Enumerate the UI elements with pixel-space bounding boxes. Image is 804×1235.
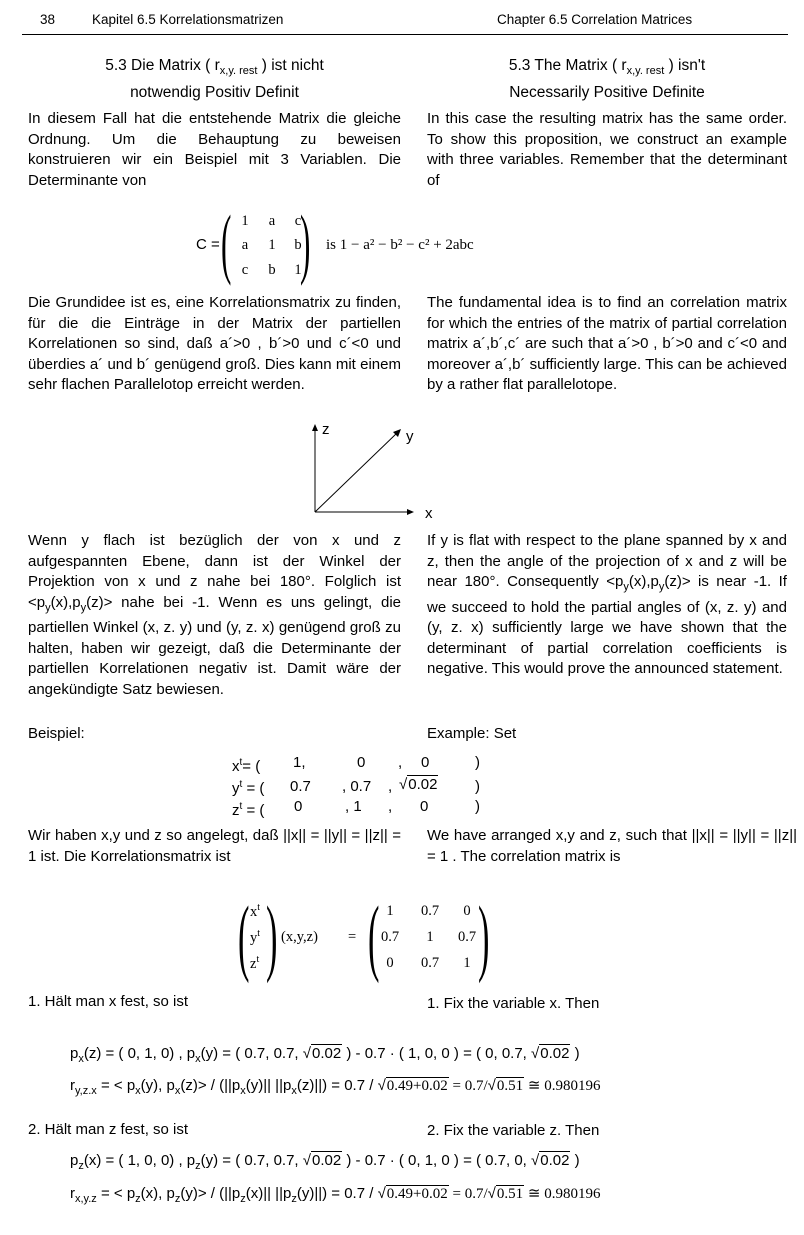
matrix-c-cell: b	[294, 237, 302, 253]
de-arranged-paragraph: Wir haben x,y und z so angelegt, daß ||x|| = ||y|| = ||z|| = 1 ist. Die Korrelationsmatrix ist	[28, 827, 401, 865]
vector-x-row: $x^t=$ (	[232, 757, 261, 775]
vector-z-val: 0	[294, 798, 303, 815]
page-number: 38	[40, 12, 56, 27]
corr-equals: =	[348, 929, 357, 945]
vector-y-val: ,	[388, 778, 393, 795]
axis-y-label: y	[406, 428, 414, 445]
matrix-c-cell: 1	[268, 237, 276, 253]
matrix-c-cell: c	[241, 262, 249, 278]
en-arranged-paragraph: We have arranged x,y and z, such that ||x|| = ||y|| = ||z|| = 1 . The correlation matrix is	[427, 827, 797, 865]
corr-cell: 1	[426, 929, 434, 945]
matrix-c-label: C =	[196, 236, 220, 253]
vector-z-row: $z^t$ = (	[232, 801, 265, 819]
header-rule	[22, 34, 788, 35]
formula-rxyz: $r_{x,y.z}$ = < $p_z(x)$, $p_z(y)> / (||p_z(x)||$ $||p_z(y)||) = 0.7 / √0.49+0.02 = 0.7/√0.51$ ≅ 0.980196	[70, 1185, 601, 1205]
corr-cell: 1	[463, 955, 471, 971]
corr-cell: 0.7	[420, 903, 440, 919]
corr-cell: 0	[386, 955, 394, 971]
axis-z-label: z	[322, 421, 330, 438]
vector-x-val: 0	[421, 754, 430, 771]
y-vector-line	[315, 432, 398, 512]
vector-y-val: , 0.7	[342, 778, 372, 795]
vector-x-val: ,	[398, 754, 403, 771]
corr-left-row: $y^t$	[250, 928, 261, 946]
z-axis-arrow	[312, 424, 318, 431]
corr-right-paren-close: )	[478, 888, 490, 984]
formula-ryzx: $r_{y,z.x}$ = < $p_x(y)$, $p_x(z)> / (||p_x(y)||$ $||p_x(z)||) = 0.7 / √0.49+0.02 = 0.7/√0.51$ ≅ 0.980196	[70, 1077, 601, 1097]
de-section-title: 5.3 Die Matrix ( $r_{x,y. rest}$ ) ist nicht notwendig Positiv Definit	[105, 57, 324, 102]
en-section-title: 5.3 The Matrix ( $r_{x,y. rest}$ ) isn't Necessarily Positive Definite	[508, 57, 706, 102]
matrix-c-right-paren: )	[300, 199, 311, 286]
matrix-c-left-paren: (	[221, 199, 232, 286]
corr-middle: (x,y,z)	[281, 929, 318, 945]
de-fix-z-label: 2. Hält man z fest, so ist	[28, 1121, 189, 1138]
de-example-label: Beispiel:	[28, 725, 85, 742]
vector-close-paren: )	[475, 798, 480, 815]
en-flat-paragraph: If y is flat with respect to the plane spanned by x and z, then the angle of the projection of x and z will be near 180°. Consequently $<p_y(x),p_y(z)>$ is near -1. If we succeed to hold the partial angles of (x, z. y) and (y, z. x) sufficiently large we have shown that the determinant of partial correlation coefficients is negative. This would prove the announced statement.	[427, 532, 787, 677]
en-intro-paragraph: In this case the resulting matrix has the same order. To show this proposition, we construct an example with three variables. Remember that the determinant of	[427, 110, 787, 189]
formula-px: $p_x(z)$ = ( 0, 1, 0) , $p_x(y)$ = ( 0.7, 0.7, √0.02 ) - 0.7 · ( 1, 0, 0 ) = ( 0, 0.7, √0.02 )	[70, 1045, 580, 1065]
vector-close-paren: )	[475, 754, 480, 771]
de-idea-paragraph: Die Grundidee ist es, eine Korrelationsmatrix zu finden, für die die Einträge in der Matrix der partiellen Korrelationen so sind, daß a´>0 , b´>0 und c´<0 und überdies a´ und b´ genügend groß. Dies kann mit einem sehr flachen Parallelotop erreicht werden.	[28, 294, 401, 393]
header-left-title: Kapitel 6.5 Korrelationsmatrizen	[92, 12, 284, 27]
vector-y-val: 0.7	[290, 778, 311, 795]
vector-x-val: 0	[357, 754, 366, 771]
en-fix-z-label: 2. Fix the variable z. Then	[427, 1122, 600, 1139]
vector-z-val: ,	[388, 798, 393, 815]
corr-right-paren-open: (	[368, 888, 380, 984]
matrix-c-cell: b	[268, 262, 276, 278]
matrix-c-cell: 1	[241, 213, 249, 229]
x-axis-arrow	[407, 509, 414, 515]
determinant-formula: is 1 − a² − b² − c² + 2abc	[326, 237, 474, 253]
en-example-label: Example: Set	[427, 725, 517, 742]
corr-cell: 0	[463, 903, 471, 919]
de-fix-x-label: 1. Hält man x fest, so ist	[28, 993, 189, 1010]
vector-x-val: 1,	[293, 754, 306, 771]
vector-z-val: , 1	[345, 798, 362, 815]
matrix-c-cell: c	[294, 213, 302, 229]
corr-left-row: $x^t$	[250, 902, 261, 920]
de-intro-paragraph: In diesem Fall hat die entstehende Matrix die gleiche Ordnung. Um die Behauptung zu beweisen konstruieren wir ein Beispiel mit 3 Variablen. Die Determinante von	[28, 110, 401, 189]
corr-cell: 0.7	[380, 929, 400, 945]
corr-cell: 1	[386, 903, 394, 919]
vector-z-val: 0	[420, 798, 429, 815]
vector-y-sqrt: √0.02	[399, 776, 438, 793]
matrix-c-cell: a	[241, 237, 249, 253]
de-flat-paragraph: Wenn y flach ist bezüglich der von x und z aufgespannten Ebene, dann ist der Winkel der Projektion von x und z nahe bei 180°. Folglich ist $<p_y(x),p_y(z)>$ nahe bei -1. Wenn es uns gelingt, die partiellen Winkel (x, z. y) und (y, z. x) genügend groß zu halten, haben wir gezeigt, daß die Determinante der partiellen Korrelationen negativ ist. Damit wäre der angekündigte Satz bewiesen.	[28, 532, 401, 698]
en-fix-x-label: 1. Fix the variable x. Then	[427, 995, 600, 1012]
axis-x-label: x	[425, 505, 433, 522]
corr-left-paren-open: (	[238, 888, 250, 984]
corr-cell: 0.7	[457, 929, 477, 945]
corr-left-paren-close: )	[266, 888, 278, 984]
corr-cell: 0.7	[420, 955, 440, 971]
formula-pz: $p_z(x)$ = ( 1, 0, 0) , $p_z(y)$ = ( 0.7, 0.7, √0.02 ) - 0.7 · ( 0, 1, 0 ) = ( 0.7, 0, √0.02 )	[70, 1152, 580, 1172]
matrix-c-cell: a	[268, 213, 276, 229]
vector-close-paren: )	[475, 778, 480, 795]
vector-y-row: $y^t$ = (	[232, 779, 265, 797]
matrix-c-cell: 1	[294, 262, 302, 278]
header-right-title: Chapter 6.5 Correlation Matrices	[497, 12, 693, 27]
corr-left-row: $z^t$	[250, 954, 260, 972]
en-idea-paragraph: The fundamental idea is to find an correlation matrix for which the entries of the matrix of partial correlation matrix a´,b´,c´ are such that a´>0 , b´>0 and c´<0 and moreover a´,b´ sufficiently large. This can be achieved by a rather flat parallelotope.	[427, 294, 787, 393]
